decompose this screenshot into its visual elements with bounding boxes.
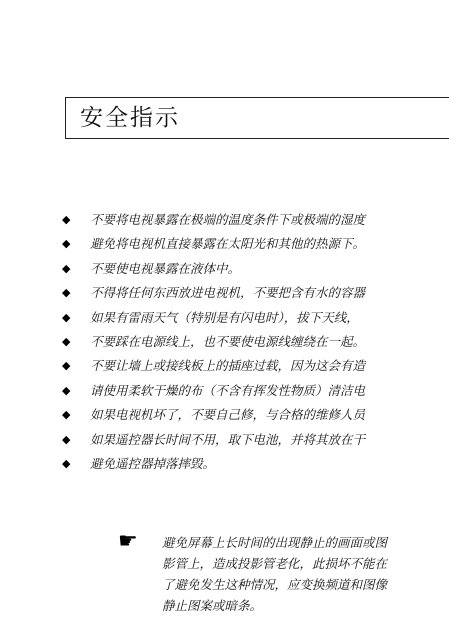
pointing-hand-icon: ☛ (118, 529, 138, 554)
note-text (162, 532, 449, 616)
list-item (62, 452, 449, 476)
diamond-bullet-icon: ◆ (62, 310, 71, 324)
list-item (62, 330, 449, 354)
list-item (62, 232, 449, 256)
diamond-bullet-icon: ◆ (62, 432, 71, 446)
list-item (62, 428, 449, 452)
note-line: 影管上，造成投影管老化，此损坏不能在 (162, 556, 388, 571)
page-title: 安全指示 (80, 105, 180, 131)
diamond-bullet-icon: ◆ (62, 286, 71, 300)
bullet-text: 不要将电视暴露在极端的温度条件下或极端的湿度 (90, 212, 366, 227)
bullet-text: 避免遥控器掉落摔毁。 (90, 455, 216, 471)
bullet-text: 不得将任何东西放进电视机，不要把含有水的容器 (90, 285, 366, 301)
diamond-bullet-icon: ◆ (62, 334, 71, 348)
note-line: 避免屏幕上长时间的出现静止的画面或图 (162, 535, 388, 550)
list-item (62, 354, 449, 378)
diamond-bullet-icon: ◆ (62, 408, 71, 422)
diamond-bullet-icon: ◆ (62, 456, 71, 470)
list-item (62, 208, 449, 232)
diamond-bullet-icon: ◆ (62, 237, 71, 251)
note-line: 静止图案或暗条。 (162, 598, 263, 613)
safety-bullet-list (62, 208, 449, 476)
bullet-text: 如果电视机坏了，不要自己修，与合格的维修人员 (90, 407, 366, 423)
note-line: 了避免发生这种情况，应变换频道和图像 (162, 577, 388, 592)
diamond-bullet-icon: ◆ (62, 213, 71, 226)
list-item (62, 257, 449, 281)
title-box (65, 97, 449, 139)
list-item (62, 281, 449, 305)
diamond-bullet-icon: ◆ (62, 383, 71, 397)
bullet-text: 避免将电视机直接暴露在太阳光和其他的热源下。 (90, 236, 366, 252)
bullet-text: 不要踩在电源线上，也不要使电源线缠绕在一起。 (90, 333, 366, 349)
diamond-bullet-icon: ◆ (62, 261, 71, 275)
bullet-text: 如果有雷雨天气（特别是有闪电时），拔下天线， (90, 309, 359, 325)
bullet-text: 如果遥控器长时间不用，取下电池，并将其放在干 (90, 431, 366, 447)
bullet-text: 请使用柔软干燥的布（不含有挥发性物质）清洁电 (90, 382, 366, 398)
list-item (62, 306, 449, 330)
bullet-text: 不要让墙上或接线板上的插座过载，因为这会有造 (90, 358, 366, 374)
bullet-text: 不要使电视暴露在液体中。 (90, 260, 241, 276)
list-item (62, 403, 449, 427)
list-item (62, 379, 449, 403)
diamond-bullet-icon: ◆ (62, 359, 71, 373)
